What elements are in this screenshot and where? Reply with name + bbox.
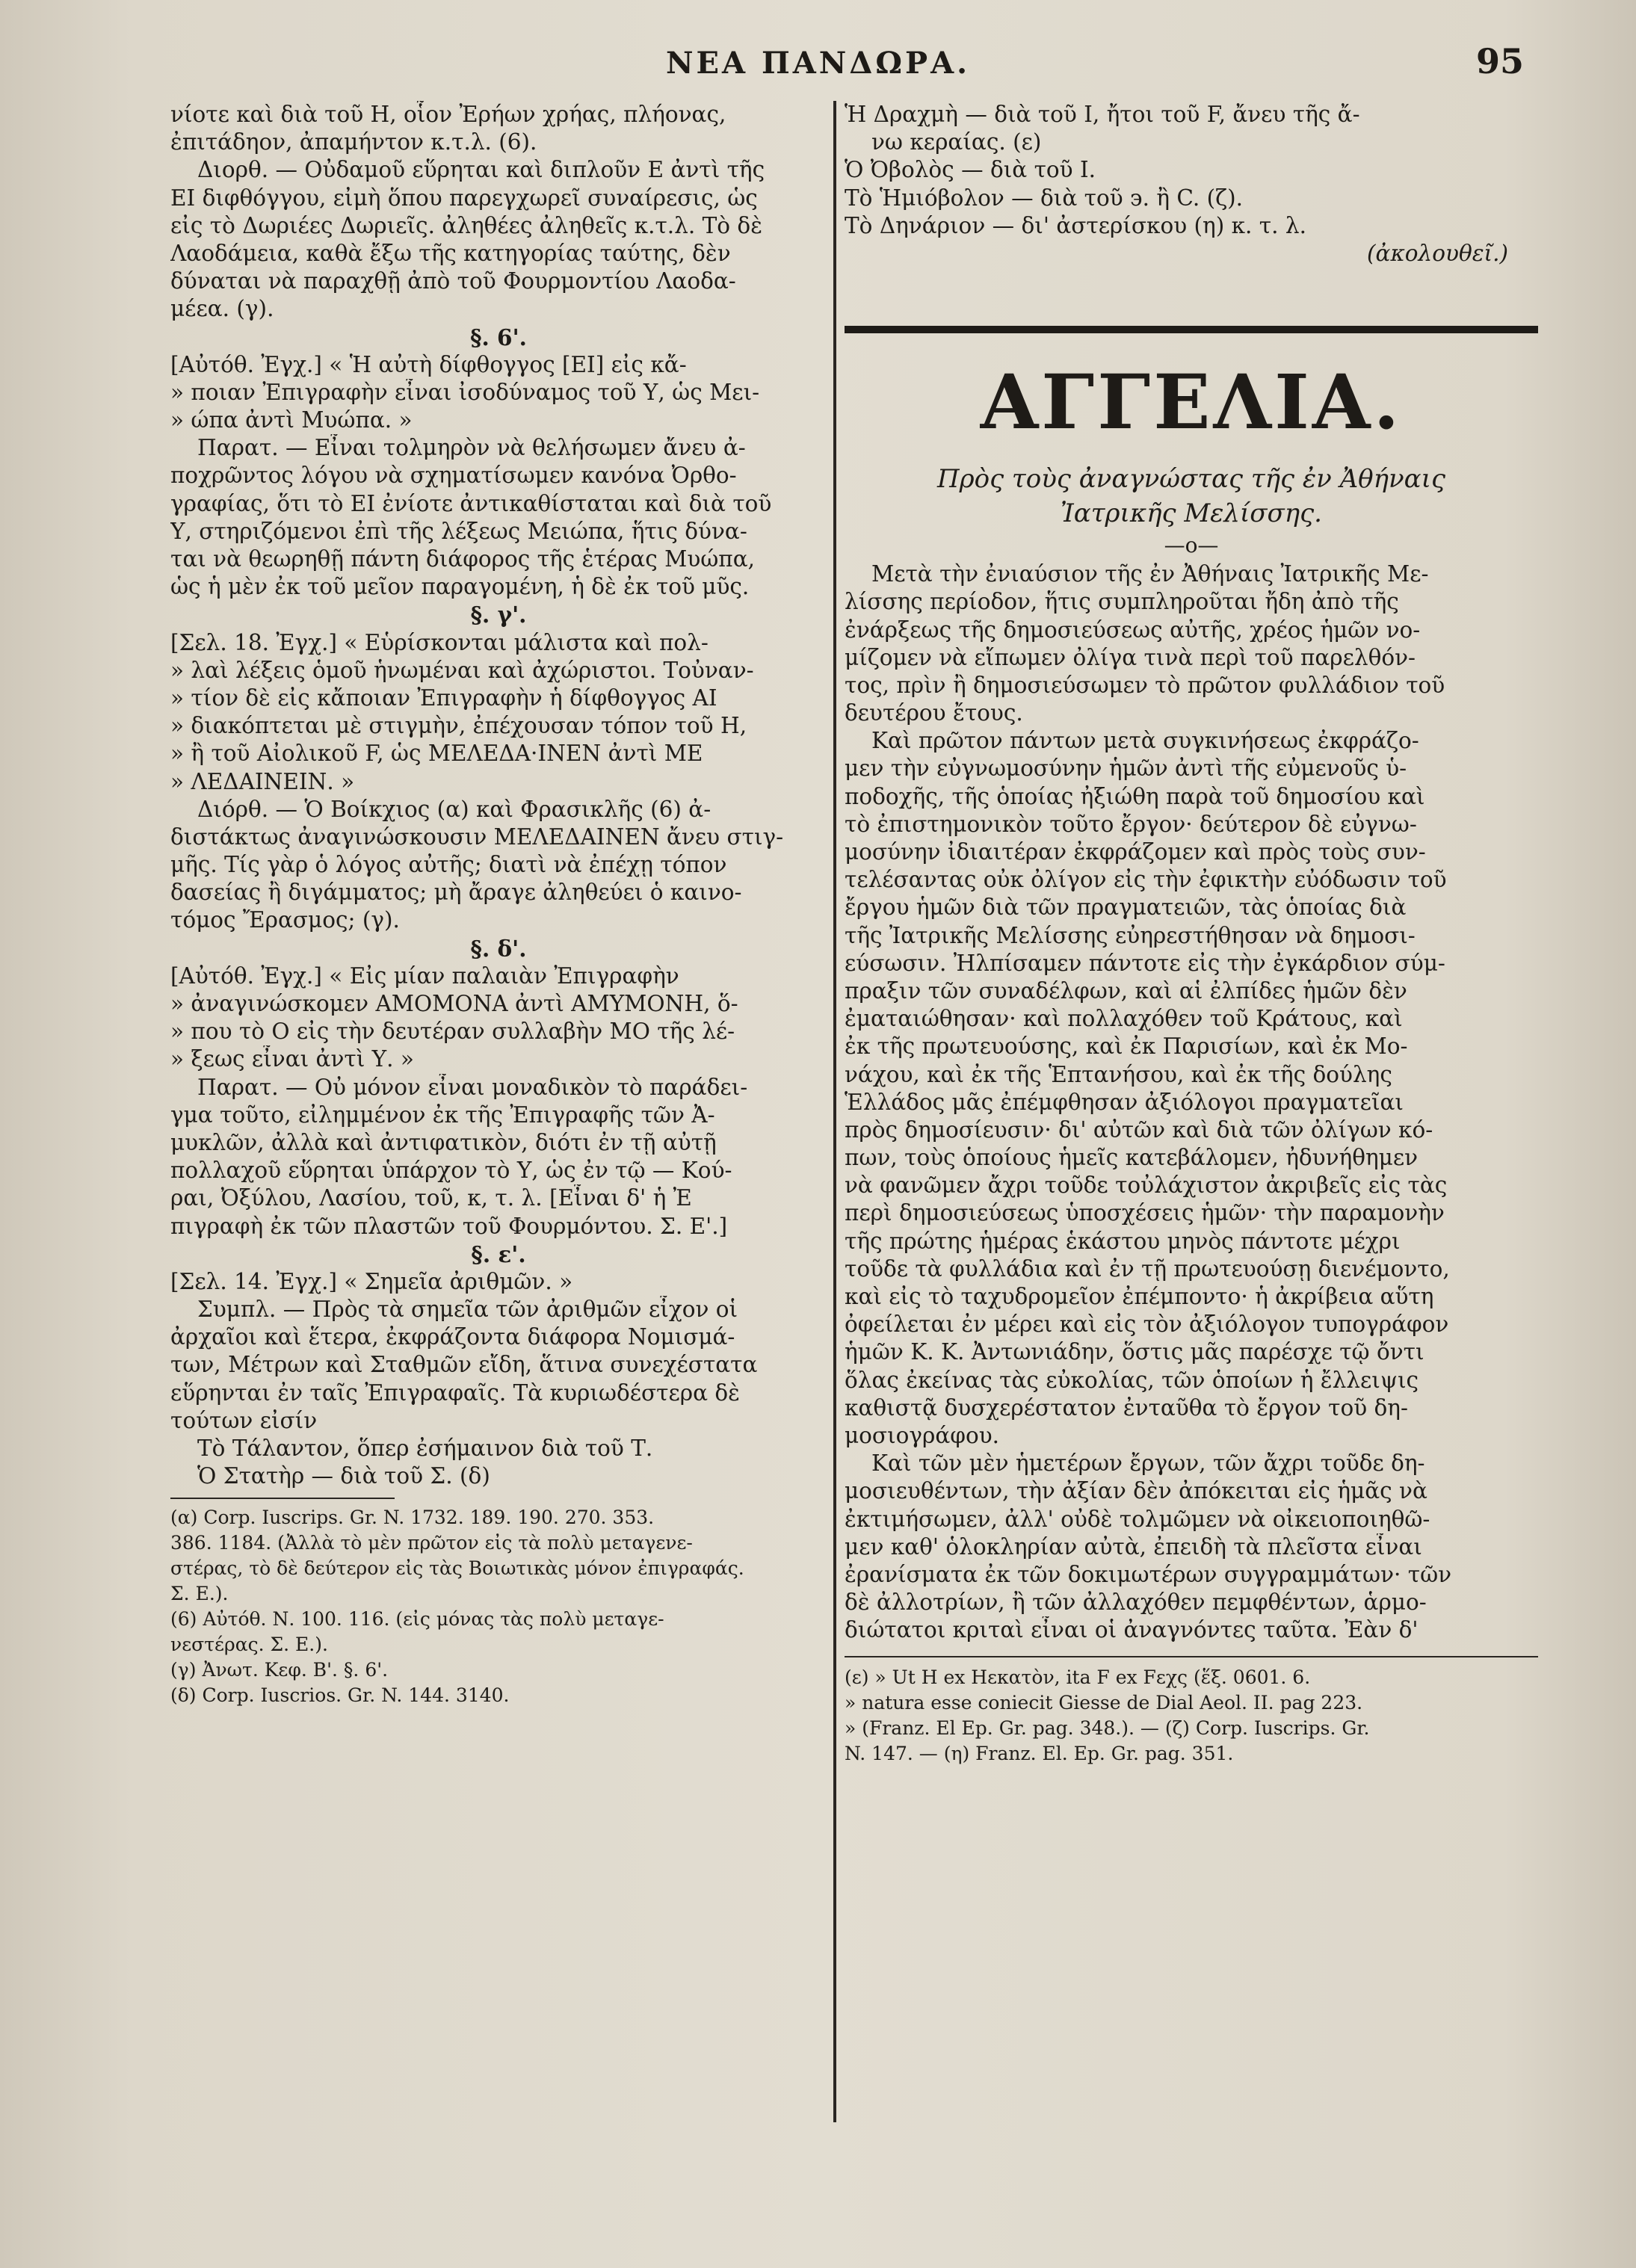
left-column — [170, 101, 827, 1708]
text-line: πρὸς δημοσίευσιν· δι' αὐτῶν καὶ διὰ τῶν ὀλίγων κό- — [845, 1116, 1433, 1143]
footnote-separator — [845, 1656, 1538, 1657]
journal-title: ΝΕΑ ΠΑΝΔΩΡΑ. — [665, 46, 971, 81]
text-line: τῆς Ἰατρικῆς Μελίσσης εὐηρεστήθησαν νὰ δημοσι- — [845, 922, 1416, 948]
text-line: μοσύνην ἰδιαιτέραν ἐκφράζομεν καὶ πρὸς τοὺς συν- — [845, 839, 1426, 865]
footnote-line: (δ) Corp. Iuscrios. Gr. N. 144. 3140. — [170, 1684, 510, 1707]
text-line: πων, τοὺς ὁποίους ἡμεῖς κατεβάλομεν, ἠδυνήθημεν — [845, 1145, 1419, 1171]
text-line: δασείας ἢ διγάμματος; μὴ ἄραγε ἀληθεύει ὁ καινο- — [170, 880, 742, 906]
footnote-separator — [170, 1498, 395, 1499]
text-line: » τίον δὲ εἰς κἄποιαν Ἐπιγραφὴν ἡ δίφθογγος ΑΙ — [170, 685, 717, 711]
footnote-line: (ε) » Ut H ex Ηεκατὸν, ita F ex Fεχς (ἕξ. 0601. 6. — [845, 1666, 1311, 1689]
text-line: ὅλας ἐκείνας τὰς εὐκολίας, τῶν ὁποίων ἡ ἔλλειψις — [845, 1367, 1419, 1393]
text-line: τόμος Ἔρασμος; (γ). — [170, 907, 400, 933]
text-line: ἐκ τῆς πρωτευούσης, καὶ ἐκ Παρισίων, καὶ ἐκ Μο- — [845, 1033, 1408, 1060]
text-line: των, Μέτρων καὶ Σταθμῶν εἴδη, ἅτινα συνεχέστατα — [170, 1352, 758, 1378]
text-line: » ώπα ἀντὶ Μυώπα. » — [170, 407, 413, 433]
text-line: ὀφείλεται ἐν μέρει καὶ εἰς τὸν ἀξιόλογον τυπογράφον — [845, 1311, 1449, 1338]
text-line: » ποιαν Ἐπιγραφὴν εἶναι ἰσοδύναμος τοῦ Υ, ὡς Μει- — [170, 379, 760, 405]
text-line: ποδοχῆς, τῆς ὁποίας ἠξιώθη παρὰ τοῦ δημοσίου καὶ — [845, 783, 1425, 809]
text-line: εὕρηνται ἐν ταῖς Ἐπιγραφαῖς. Τὰ κυριωδέστερα δὲ — [170, 1379, 740, 1406]
text-line: μέεα. (γ). — [170, 296, 274, 322]
text-line: γραφίας, ὅτι τὸ ΕΙ ἐνίοτε ἀντικαθίσταται καὶ διὰ τοῦ — [170, 490, 772, 516]
text-line: Ὁ Ὀβολὸς — διὰ τοῦ Ι. — [845, 157, 1096, 183]
text-line: νίοτε καὶ διὰ τοῦ Η, οἷον Ἐρήων χρήας, πλήονας, — [170, 102, 726, 127]
text-line: Ἡ Δραχμὴ — διὰ τοῦ Ι, ἤτοι τοῦ F, ἄνευ τῆς ἄ- — [845, 102, 1360, 127]
footnote-line: (γ) Ἀνωτ. Κεφ. Β'. §. 6'. — [170, 1659, 389, 1681]
text-line: τούτων εἰσίν — [170, 1407, 318, 1433]
announcement-subtitle: Πρὸς τοὺς ἀναγνώστας τῆς ἐν Ἀθήναις — [936, 464, 1446, 495]
footnote-line: 386. 1184. (Ἀλλὰ τὸ μὲν πρῶτον εἰς τὰ πολὺ μεταγενε- — [170, 1532, 693, 1554]
text-line: Ὁ Στατὴρ — διὰ τοῦ Σ. (δ) — [197, 1463, 490, 1489]
footnote-line: N. 147. — (η) Franz. El. Ep. Gr. pag. 351. — [845, 1743, 1234, 1765]
footnote-line: (α) Corp. Iuscrips. Gr. N. 1732. 189. 190. 270. 353. — [170, 1507, 655, 1529]
column-divider — [833, 101, 836, 2122]
text-line: [Αὐτόθ. Ἐγχ.] « Ἡ αὐτὴ δίφθογγος [ΕΙ] εἰς κἄ- — [170, 351, 687, 377]
text-line: καὶ εἰς τὸ ταχυδρομεῖον ἐπέμποντο· ἡ ἀκρίβεια αὕτη — [845, 1284, 1434, 1309]
text-line: ἐματαιώθησαν· καὶ πολλαχόθεν τοῦ Κράτους, καὶ — [845, 1006, 1403, 1032]
section-divider — [845, 326, 1538, 333]
text-line: ἐπιτάδηον, ἀπαμήντον κ.τ.λ. (6). — [170, 129, 537, 155]
footnote-line: νεστέρας. Σ. Ε.). — [170, 1634, 328, 1656]
text-line: μοσιογράφου. — [845, 1422, 1000, 1448]
section-heading: §. 6'. — [470, 324, 527, 350]
footnote-line: στέρας, τὸ δὲ δεύτερον εἰς τὰς Βοιωτικὰς μόνον ἐπιγραφάς. — [170, 1557, 744, 1580]
announcement-subtitle: Ἰατρικῆς Μελίσσης. — [1061, 498, 1322, 529]
text-line: μίζομεν νὰ εἴπωμεν ὀλίγα τινὰ περὶ τοῦ παρελθόν- — [845, 644, 1416, 670]
text-line: Καὶ τῶν μὲν ἡμετέρων ἔργων, τῶν ἄχρι τοῦδε δη- — [871, 1450, 1425, 1477]
text-line: » ΛΕΔΑΙΝΕΙΝ. » — [170, 768, 355, 794]
text-line: » διακόπτεται μὲ στιγμὴν, ἐπέχουσαν τόπον τοῦ Η, — [170, 713, 747, 739]
text-line: τελέσαντας οὐκ ὀλίγον εἰς τὴν ἐφικτὴν εὐόδωσιν τοῦ — [845, 867, 1447, 893]
text-line: » λαὶ λέξεις ὁμοῦ ἡνωμέναι καὶ ἀχώριστοι. Τοὐναν- — [170, 657, 754, 683]
text-line: Τὸ Τάλαντον, ὅπερ ἐσήμαινον διὰ τοῦ Τ. — [197, 1436, 653, 1461]
section-heading: §. ε'. — [471, 1240, 526, 1267]
text-line: ται νὰ θεωρηθῇ πάντη διάφορος τῆς ἑτέρας Μυώπα, — [170, 546, 755, 572]
text-line: ποχρῶντος λόγου νὰ σχηματίσωμεν κανόνα Ὀρθο- — [170, 463, 737, 489]
text-line: Λαοδάμεια, καθὰ ἔξω τῆς κατηγορίας ταύτης, δὲν — [170, 240, 731, 266]
text-line: πραξιν τῶν συναδέλφων, καὶ αἱ ἐλπίδες ἡμῶν δὲν — [845, 977, 1407, 1004]
text-line: Διόρθ. — Ὁ Βοίκχιος (α) καὶ Φρασικλῆς (6) ἀ- — [197, 796, 711, 822]
text-line: ὡς ἡ μὲν ἐκ τοῦ μεῖον παραγομένη, ἡ δὲ ἐκ τοῦ μῦς. — [170, 574, 750, 600]
text-line: μῆς. Τίς γὰρ ὁ λόγος αὐτῆς; διατὶ νὰ ἐπέχῃ τόπον — [170, 852, 727, 878]
text-line: εύσωσιν. Ἠλπίσαμεν πάντοτε εἰς τὴν ἐγκάρδιον σύμ- — [845, 950, 1445, 976]
text-line: Καὶ πρῶτον πάντων μετὰ συγκινήσεως ἐκφράζο- — [871, 728, 1419, 754]
text-line: νάχου, καὶ ἐκ τῆς Ἑπτανήσου, καὶ ἐκ τῆς δούλης — [845, 1061, 1392, 1087]
text-line: ἐκτιμήσωμεν, ἀλλ' οὐδὲ τολμῶμεν νὰ οἰκειοποιηθῶ- — [845, 1506, 1430, 1532]
footnote-line: Σ. Ε.). — [170, 1583, 229, 1605]
text-line: νὰ φανῶμεν ἄχρι τοῦδε τοὐλάχιστον ἀκριβεῖς εἰς τὰς — [845, 1172, 1448, 1199]
text-line: μεν τὴν εὐγνωμοσύνην ἡμῶν ἀντὶ τῆς εὐμενοῦς ὑ- — [845, 756, 1407, 782]
text-line: πολλαχοῦ εὕρηται ὑπάρχον τὸ Υ, ὡς ἐν τῷ — Κού- — [170, 1158, 732, 1184]
text-line: ἐρανίσματα ἐκ τῶν δοκιμωτέρων συγγραμμάτων· τῶν — [845, 1561, 1452, 1587]
text-line: δὲ ἀλλοτρίων, ἢ τῶν ἀλλαχόθεν πεμφθέντων, ἁρμο- — [845, 1589, 1427, 1616]
text-line: Συμπλ. — Πρὸς τὰ σημεῖα τῶν ἀριθμῶν εἶχον οἱ — [197, 1297, 738, 1323]
page-number: 95 — [1475, 41, 1524, 81]
text-line: ΕΙ διφθόγγου, εἰμὴ ὅπου παρεγχωρεῖ συναίρεσις, ὡς — [170, 185, 758, 211]
text-line: τοῦδε τὰ φυλλάδια καὶ ἐν τῇ πρωτευούσῃ διενέμοντο, — [845, 1255, 1450, 1282]
footnote-line: » (Franz. El Ep. Gr. pag. 348.). — (ζ) Corp. Iuscrips. Gr. — [845, 1717, 1370, 1740]
text-line: διστάκτως ἀναγινώσκουσιν ΜΕΛΕΔΑΙΝΕΝ ἄνευ στιγ- — [170, 824, 784, 850]
right-column — [845, 101, 1538, 1767]
text-line: ἐνάρξεως τῆς δημοσιεύσεως αὐτῆς, χρέος ἡμῶν νο- — [845, 617, 1421, 643]
text-line: [Σελ. 14. Ἐγχ.] « Σημεῖα ἀριθμῶν. » — [170, 1268, 573, 1294]
text-line: » που τὸ Ο εἰς τὴν δευτέραν συλλαβὴν ΜΟ τῆς λέ- — [170, 1019, 735, 1045]
text-line: εἰς τὸ Δωριέες Δωριεῖς. ἀληθέες ἀληθεῖς κ.τ.λ. Τὸ δὲ — [170, 212, 763, 238]
text-line: ἀρχαῖοι καὶ ἕτερα, ἐκφράζοντα διάφορα Νομισμά- — [170, 1324, 735, 1350]
text-line: τος, πρὶν ἢ δημοσιεύσωμεν τὸ πρῶτον φυλλάδιον τοῦ — [845, 672, 1445, 698]
text-line: γμα τοῦτο, εἰλημμένον ἐκ τῆς Ἐπιγραφῆς τῶν Ἀ- — [170, 1101, 715, 1128]
text-line: δευτέρου ἔτους. — [845, 700, 1023, 726]
footnote-line: » natura esse coniecit Giesse de Dial Aeol. II. pag 223. — [845, 1692, 1363, 1714]
text-line: Ἑλλάδος μᾶς ἐπέμφθησαν ἀξιόλογοι πραγματεῖαι — [845, 1089, 1404, 1115]
text-line: [Σελ. 18. Ἐγχ.] « Εὑρίσκονται μάλιστα καὶ πολ- — [170, 629, 709, 655]
text-line: [Αὐτόθ. Ἐγχ.] « Εἰς μίαν παλαιὰν Ἐπιγραφὴν — [170, 962, 679, 989]
text-line: Παρατ. — Εἶναι τολμηρὸν νὰ θελήσωμεν ἄνευ ἀ- — [197, 435, 746, 461]
text-line: Υ, στηριζόμενοι ἐπὶ τῆς λέξεως Μειώπα, ἥτις δύνα- — [170, 518, 747, 544]
text-line: δύναται νὰ παραχθῇ ἀπὸ τοῦ Φουρμοντίου Λαοδα- — [170, 268, 736, 294]
text-line: νω κεραίας. (ε) — [871, 129, 1042, 155]
text-line: μοσιευθέντων, τὴν ἀξίαν δὲν ἀπόκειται εἰς ἡμᾶς νὰ — [845, 1478, 1427, 1504]
text-line: Διορθ. — Οὐδαμοῦ εὕρηται καὶ διπλοῦν Ε ἀντὶ τῆς — [197, 157, 765, 183]
text-line: ραι, Ὀξύλου, Λασίου, τοῦ, κ, τ. λ. [Εἶναι δ' ἡ Ἐ — [170, 1185, 692, 1211]
text-line: πιγραφὴ ἐκ τῶν πλαστῶν τοῦ Φουρμόντου. Σ. Ε'.] — [170, 1213, 728, 1239]
text-line: διώτατοι κριταὶ εἶναι οἱ ἀναγνόντες ταῦτα. Ἐὰν δ' — [845, 1617, 1419, 1643]
text-line: ἔργου ἡμῶν διὰ τῶν πραγματειῶν, τὰς ὁποίας διὰ — [845, 894, 1407, 921]
footnote-line: (6) Αὐτόθ. Ν. 100. 116. (εἰς μόνας τὰς πολὺ μεταγε- — [170, 1608, 664, 1631]
text-line: » ἀναγινώσκομεν ΑΜΟΜΟΝΑ ἀντὶ ΑΜΥΜΟΝΗ, ὅ- — [170, 991, 738, 1016]
text-line: τῆς πρώτης ἡμέρας ἑκάστου μηνὸς πάντοτε μέχρι — [845, 1228, 1401, 1254]
text-line: Τὸ Δηνάριον — δι' ἀστερίσκου (η) κ. τ. λ. — [845, 212, 1306, 238]
section-heading: §. γ'. — [470, 602, 527, 628]
text-line: περὶ δημοσιεύσεως ὑποσχέσεις ἡμῶν· τὴν παραμονὴν — [845, 1200, 1445, 1226]
text-line: » ξεως εἶναι ἀντὶ Υ. » — [170, 1046, 414, 1072]
text-line: Μετὰ τὴν ἐνιαύσιον τῆς ἐν Ἀθήναις Ἰατρικῆς Με- — [871, 561, 1429, 587]
page-header — [0, 41, 1636, 86]
text-line: μεν καθ' ὁλοκληρίαν αὐτὰ, ἐπειδὴ τὰ πλεῖστα εἶναι — [845, 1533, 1422, 1560]
text-line: » ἢ τοῦ Αἰολικοῦ F, ὡς ΜΕΛΕΔΑ·ΙΝΕΝ ἀντὶ ΜΕ — [170, 741, 703, 767]
text-line: καθιστᾷ δυσχερέστατον ἐνταῦθα τὸ ἔργον τοῦ δη- — [845, 1394, 1408, 1421]
text-line: λίσσης περίοδον, ἥτις συμπληροῦται ἤδη ἀπὸ τῆς — [845, 589, 1399, 615]
text-line: Τὸ Ἡμιόβολον — διὰ τοῦ ϶. ἢ C. (ζ). — [845, 185, 1244, 211]
continued-note: (ἀκολουθεῖ.) — [1367, 240, 1508, 266]
text-line: τὸ ἐπιστημονικὸν τοῦτο ἔργον· δεύτερον δὲ εὐγνω- — [845, 811, 1417, 837]
text-line: μυκλῶν, ἀλλὰ καὶ ἀντιφατικὸν, διότι ἐν τῇ αὐτῇ — [170, 1129, 717, 1155]
announcement-title: ΑΓΓΕΛΙΑ. — [980, 358, 1403, 447]
section-heading: §. δ'. — [470, 935, 527, 962]
text-line: Παρατ. — Οὐ μόνον εἶναι μοναδικὸν τὸ παράδει- — [197, 1074, 748, 1100]
separator-mark: —ο— — [1164, 533, 1219, 558]
text-line: ἡμῶν Κ. Κ. Ἀντωνιάδην, ὅστις μᾶς παρέσχε τῷ ὄντι — [845, 1339, 1424, 1365]
